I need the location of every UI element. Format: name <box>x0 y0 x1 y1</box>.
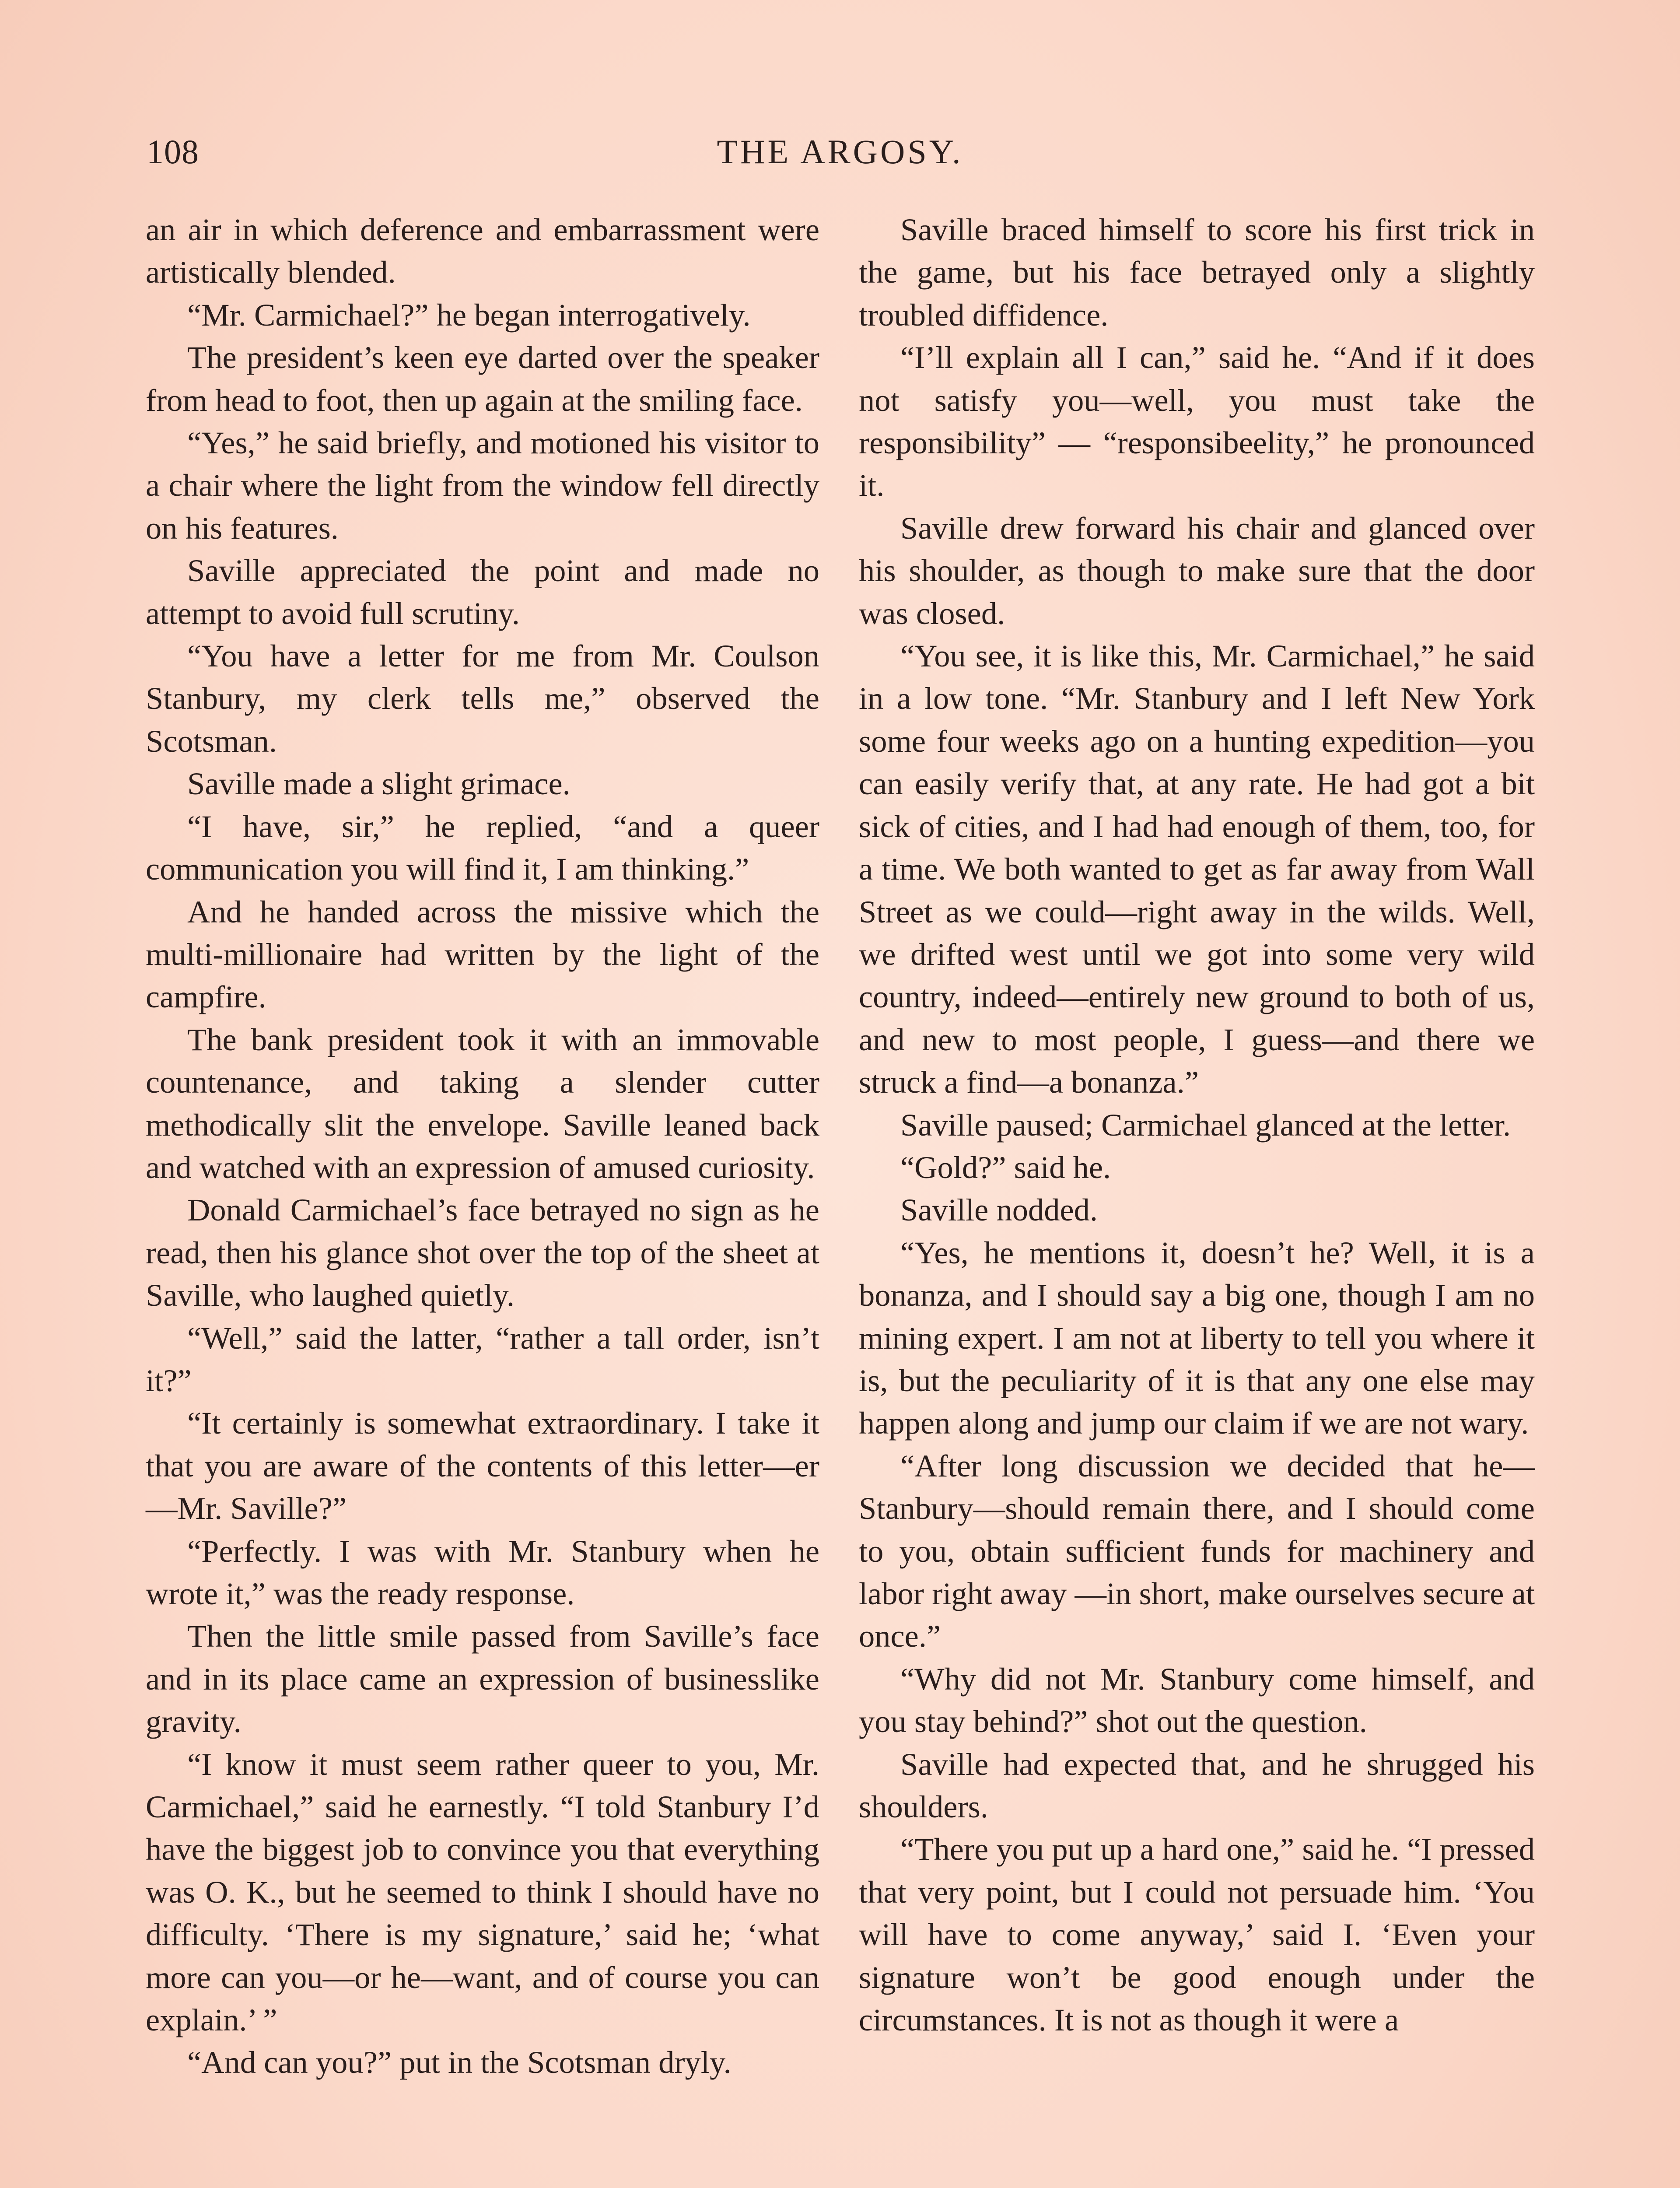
paragraph: Saville nodded. <box>900 1192 1098 1228</box>
running-head: THE ARGOSY. <box>717 133 963 171</box>
page-header <box>147 128 1533 176</box>
paragraph: The president’s keen eye darted over the speaker from head to foot, then up again at the smiling face. <box>146 340 819 418</box>
paragraph: Then the little smile passed from Saville’s face and in its place came an expression of businesslike gravity. <box>146 1618 819 1739</box>
paragraph: Saville paused; Carmichael glanced at the letter. <box>900 1107 1511 1143</box>
paragraph: Saville had expected that, and he shrugged his shoulders. <box>859 1746 1535 1825</box>
paragraph: And he handed across the missive which the multi-millionaire had written by the light of the campfire. <box>146 894 819 1015</box>
paragraph: “Well,” said the latter, “rather a tall order, isn’t it?” <box>146 1320 819 1398</box>
paragraph: “I have, sir,” he replied, “and a queer communication you will find it, I am thinking.” <box>146 808 819 887</box>
right-text-column <box>859 208 1535 2041</box>
paragraph: “And can you?” put in the Scotsman dryly. <box>187 2044 732 2080</box>
paragraph: an air in which deference and embarrassment were artistically blended. <box>146 212 819 290</box>
paragraph: “There you put up a hard one,” said he. “I pressed that very point, but I could not persuade him. ‘You will have to come anyway,’ said I. ‘Even your signature won’t be good enough under the circumstances. It is not as though it were a <box>859 1831 1535 2038</box>
paragraph: “Yes,” he said briefly, and motioned his visitor to a chair where the light from the window fell directly on his features. <box>146 425 819 546</box>
paragraph: “After long discussion we decided that he—Stanbury—should remain there, and I should come to you, obtain sufficient funds for machinery and labor right away —in short, make ourselves secure at once.” <box>859 1448 1535 1654</box>
paragraph: “Gold?” said he. <box>900 1149 1111 1185</box>
paragraph: Donald Carmichael’s face betrayed no sign as he read, then his glance shot over the top of the sheet at Saville, who laughed quietly. <box>146 1192 819 1313</box>
paragraph: “You have a letter for me from Mr. Coulson Stanbury, my clerk tells me,” observed the Scotsman. <box>146 638 819 759</box>
paragraph: “I’ll explain all I can,” said he. “And if it does not satisfy you—well, you must take the responsibility” — “responsibeelity,” he pronounced it. <box>859 340 1535 503</box>
paragraph: Saville braced himself to score his first trick in the game, but his face betrayed only a slightly troubled diffidence. <box>859 212 1535 333</box>
paragraph: “Yes, he mentions it, doesn’t he? Well, it is a bonanza, and I should say a big one, though I am no mining expert. I am not at liberty to tell you where it is, but the peculiarity of it is that any one else may happen along and jump our claim if we are not wary. <box>859 1234 1535 1441</box>
page-number: 108 <box>147 133 199 171</box>
paragraph: “Why did not Mr. Stanbury come himself, and you stay behind?” shot out the question. <box>859 1661 1535 1739</box>
paragraph: “You see, it is like this, Mr. Carmichael,” he said in a low tone. “Mr. Stanbury and I left New York some four weeks ago on a hunting expedition—you can easily verify that, at any rate. He had got a bit sick of cities, and I had had enough of them, too, for a time. We both wanted to get as far away from Wall Street as we could—right away in the wilds. Well, we drifted west until we got into some very wild country, indeed—entirely new ground to both of us, and new to most people, I guess—and there we struck a find—a bonanza.” <box>859 638 1535 1100</box>
paragraph: “Mr. Carmichael?” he began interrogatively. <box>187 297 751 333</box>
paragraph: “I know it must seem rather queer to you, Mr. Carmichael,” said he earnestly. “I told Stanbury I’d have the biggest job to convince you that everything was O. K., but he seemed to think I should have no difficulty. ‘There is my signature,’ said he; ‘what more can you—or he—want, and of course you can explain.’ ” <box>146 1746 819 2038</box>
paragraph: Saville appreciated the point and made no attempt to avoid full scrutiny. <box>146 553 819 631</box>
paragraph: The bank president took it with an immovable countenance, and taking a slender cutter methodically slit the envelope. Saville leaned back and watched with an expression of amused curiosity. <box>146 1021 819 1185</box>
paragraph: Saville made a slight grimace. <box>187 766 570 802</box>
paragraph: Saville drew forward his chair and glanced over his shoulder, as though to make sure that the door was closed. <box>859 510 1535 631</box>
paragraph: “Perfectly. I was with Mr. Stanbury when he wrote it,” was the ready response. <box>146 1533 819 1611</box>
paragraph: “It certainly is somewhat extraordinary. I take it that you are aware of the contents of this letter—er—Mr. Saville?” <box>146 1405 819 1526</box>
left-text-column <box>146 208 819 2084</box>
